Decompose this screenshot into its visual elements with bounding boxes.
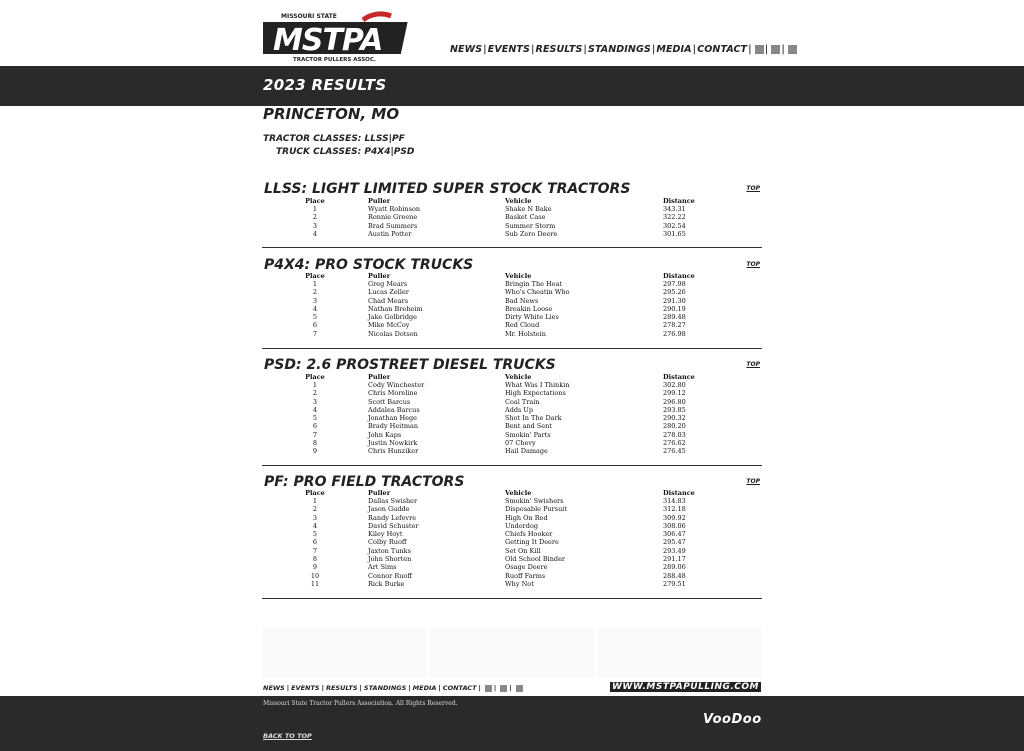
vehicle-cell: Getting It Deere (505, 538, 559, 547)
place-cell: 1 (312, 280, 318, 288)
puller-cell: Brad Summers (368, 221, 418, 230)
distance-cell: 343.31 (663, 205, 686, 213)
page-banner (0, 66, 1024, 106)
mstpa-logo[interactable] (263, 6, 413, 62)
bottom-nav-contact[interactable]: CONTACT (442, 684, 477, 692)
table-row (262, 563, 723, 571)
place-cell: 10 (310, 571, 320, 580)
place-cell: 1 (312, 497, 318, 505)
truck-classes: TRUCK CLASSES: P4X4|PSD (276, 147, 415, 157)
puller-cell: Jaxton Tunks (368, 546, 411, 555)
place-cell: 4 (312, 521, 318, 530)
table-row (262, 313, 723, 321)
place-cell: 2 (312, 288, 318, 297)
vehicle-cell: Bad News (505, 296, 539, 305)
puller-cell: Cody Winchester (368, 381, 425, 389)
place-cell: 4 (312, 405, 318, 414)
col-puller: Puller (368, 197, 391, 205)
table-row (262, 305, 723, 313)
puller-cell: Addalea Barcus (368, 405, 420, 414)
top-link[interactable]: TOP (746, 185, 760, 192)
puller-cell: Jason Gudde (368, 505, 410, 514)
vehicle-cell: Old School Binder (505, 555, 566, 564)
vehicle-cell: Chiefs Hooker (505, 530, 553, 539)
results-section-psd (262, 357, 762, 466)
place-cell: 9 (312, 563, 318, 572)
table-row (262, 280, 723, 288)
table-row (262, 406, 723, 414)
table-row (262, 522, 723, 530)
distance-cell: 314.83 (663, 497, 686, 505)
distance-cell: 302.80 (663, 381, 686, 389)
truck-classes-label: TRUCK CLASSES: (276, 147, 362, 157)
puller-cell: Chris Hunziker (368, 447, 419, 456)
tractor-classes-label: TRACTOR CLASSES: (263, 134, 362, 144)
copyright: Missouri State Tractor Pullers Association. All Rights Reserved. (263, 700, 458, 707)
results-section-p4x4 (262, 257, 762, 349)
place-cell: 1 (312, 381, 318, 389)
table-row (262, 381, 723, 389)
puller-cell: Greg Mears (368, 280, 408, 288)
puller-cell: Scott Barcus (368, 397, 411, 406)
distance-cell: 295.47 (663, 538, 686, 547)
distance-cell: 290.19 (663, 304, 686, 313)
bottom-nav-media[interactable]: MEDIA (412, 684, 437, 692)
place-cell: 11 (310, 579, 320, 588)
results-table (262, 272, 723, 338)
place-cell: 5 (312, 530, 318, 539)
table-row (262, 321, 723, 329)
distance-cell: 278.27 (663, 321, 686, 330)
col-distance: Distance (663, 373, 695, 381)
place-cell: 3 (312, 296, 318, 305)
distance-cell: 291.17 (663, 555, 686, 564)
place-cell: 5 (312, 313, 318, 322)
place-cell: 8 (312, 439, 318, 448)
col-vehicle: Vehicle (505, 197, 532, 205)
puller-cell: Nicolas Dotson (368, 329, 418, 338)
puller-cell: Randy Lefevre (368, 513, 417, 522)
vehicle-cell: Adds Up (505, 405, 534, 414)
place-cell: 7 (312, 329, 318, 338)
distance-cell: 322.22 (663, 213, 686, 222)
distance-cell: 308.06 (663, 521, 686, 530)
puller-cell: Colby Ruoff (368, 538, 407, 547)
puller-cell: Lucas Zeller (368, 288, 409, 297)
distance-cell: 276.45 (663, 447, 686, 456)
distance-cell: 309.92 (663, 513, 686, 522)
place-cell: 3 (312, 221, 318, 230)
vehicle-cell: High On Red (505, 513, 548, 522)
class-link-p4x4[interactable]: P4X4 (364, 147, 391, 157)
distance-cell: 302.54 (663, 221, 686, 230)
instagram-icon[interactable] (755, 45, 764, 54)
vehicle-cell: Summer Storm (505, 221, 556, 230)
place-cell: 9 (312, 447, 318, 456)
table-row (262, 330, 723, 338)
puller-cell: Mike McCoy (368, 321, 410, 330)
nav-standings[interactable]: STANDINGS (588, 44, 651, 55)
bottom-nav: NEWS | EVENTS | RESULTS | STANDINGS | MEDIA | CONTACT | | | (263, 684, 523, 692)
distance-cell: 280.20 (663, 422, 686, 431)
table-row (262, 439, 723, 447)
class-link-psd[interactable]: PSD (393, 147, 415, 157)
place-cell: 2 (312, 505, 318, 514)
puller-cell: Nathan Breheim (368, 304, 423, 313)
top-link[interactable]: TOP (746, 478, 760, 485)
vehicle-cell: 07 Chevy (505, 439, 536, 448)
puller-cell: John Kaps (368, 430, 402, 439)
nav-media[interactable]: MEDIA (656, 44, 692, 55)
table-row (262, 288, 723, 296)
results-table (262, 197, 723, 238)
vehicle-cell: Coal Train (505, 397, 540, 406)
puller-cell: Justin Nowkirk (368, 439, 418, 448)
col-place: Place (305, 272, 325, 280)
table-row (262, 297, 723, 305)
puller-cell: Chad Mears (368, 296, 409, 305)
table-row (262, 580, 723, 588)
class-link-pf[interactable]: PF (391, 134, 405, 144)
vehicle-cell: Shake N Bake (505, 205, 552, 213)
table-row (262, 505, 723, 513)
place-cell: 4 (312, 229, 318, 238)
col-distance: Distance (663, 272, 695, 280)
distance-cell: 293.85 (663, 405, 686, 414)
vehicle-cell: Shot In The Dark (505, 414, 562, 423)
puller-cell: Ronnie Greene (368, 213, 418, 222)
distance-cell: 301.65 (663, 229, 686, 238)
col-puller: Puller (368, 272, 391, 280)
nav-contact[interactable]: CONTACT (697, 44, 748, 55)
table-row (262, 431, 723, 439)
section-title: PSD: 2.6 PROSTREET DIESEL TRUCKS (264, 357, 556, 373)
place-cell: 6 (312, 422, 318, 431)
distance-cell: 290.32 (663, 414, 686, 423)
distance-cell: 297.98 (663, 280, 686, 288)
voodoo-logo[interactable]: VooDoo (703, 712, 762, 727)
puller-cell: Art Sims (368, 563, 397, 572)
distance-cell: 291.30 (663, 296, 686, 305)
puller-cell: Jonathan Hege (368, 414, 418, 423)
vehicle-cell: Red Cloud (505, 321, 540, 330)
col-distance: Distance (663, 197, 695, 205)
distance-cell: 289.06 (663, 563, 686, 572)
distance-cell: 276.62 (663, 439, 686, 448)
place-cell: 2 (312, 213, 318, 222)
facebook-icon[interactable] (771, 45, 780, 54)
table-row (262, 497, 723, 505)
table-row (262, 572, 723, 580)
vehicle-cell: Sub Zero Deere (505, 229, 558, 238)
distance-cell: 278.03 (663, 430, 686, 439)
section-title: LLSS: LIGHT LIMITED SUPER STOCK TRACTORS (264, 181, 631, 197)
vehicle-cell: Basket Case (505, 213, 546, 222)
table-row (262, 414, 723, 422)
vehicle-cell: Underdog (505, 521, 539, 530)
puller-cell: David Schuster (368, 521, 419, 530)
place-cell: 6 (312, 321, 318, 330)
vehicle-cell: Dirty White Lies (505, 313, 559, 322)
tractor-classes: TRACTOR CLASSES: LLSS|PF (263, 134, 405, 144)
youtube-icon[interactable] (788, 45, 797, 54)
footer-placeholder (262, 628, 762, 678)
vehicle-cell: Breakin Loose (505, 304, 553, 313)
distance-cell: 276.98 (663, 329, 686, 338)
vehicle-cell: Set On Kill (505, 546, 541, 555)
distance-cell: 289.48 (663, 313, 686, 322)
class-link-llss[interactable]: LLSS (364, 134, 389, 144)
col-place: Place (305, 489, 325, 497)
table-row (262, 447, 723, 455)
place-cell: 2 (312, 389, 318, 398)
vehicle-cell: Mr. Holstein (505, 329, 546, 338)
logo-bottom-text: TRACTOR PULLERS ASSOC. (293, 57, 376, 62)
vehicle-cell: Bringin The Heat (505, 280, 563, 288)
puller-cell: Connor Ruoff (368, 571, 412, 580)
col-puller: Puller (368, 373, 391, 381)
instagram-icon[interactable] (485, 685, 492, 692)
top-link[interactable]: TOP (746, 361, 760, 368)
results-table (262, 373, 723, 456)
top-nav: NEWS | EVENTS | RESULTS | STANDINGS | MEDIA | CONTACT | | | (450, 44, 797, 55)
site-header (0, 0, 1024, 66)
place-cell: 3 (312, 513, 318, 522)
table-row (262, 213, 723, 221)
bottom-nav-results[interactable]: RESULTS (325, 684, 358, 692)
logo-main-text: MSTPA (273, 23, 383, 58)
distance-cell: 293.49 (663, 546, 686, 555)
place-cell: 8 (312, 555, 318, 564)
vehicle-cell: Bent and Sent (505, 422, 552, 431)
facebook-icon[interactable] (500, 685, 507, 692)
vehicle-cell: Who's Cheatin Who (505, 288, 570, 297)
youtube-icon[interactable] (516, 685, 523, 692)
bottom-nav-events[interactable]: EVENTS (291, 684, 320, 692)
nav-news[interactable]: NEWS (450, 44, 483, 55)
vehicle-cell: Smokin' Parts (505, 430, 551, 439)
bottom-nav-news[interactable]: NEWS (263, 684, 285, 692)
place-cell: 7 (312, 546, 318, 555)
vehicle-cell: Hail Damage (505, 447, 548, 456)
col-vehicle: Vehicle (505, 489, 532, 497)
distance-cell: 288.48 (663, 571, 686, 580)
vehicle-cell: Smokin' Swishers (505, 497, 564, 505)
vehicle-cell: Ruoff Farms (505, 571, 546, 580)
distance-cell: 279.51 (663, 579, 686, 588)
top-link[interactable]: TOP (746, 261, 760, 268)
distance-cell: 295.26 (663, 288, 686, 297)
table-row (262, 222, 723, 230)
table-row (262, 555, 723, 563)
col-place: Place (305, 197, 325, 205)
place-cell: 6 (312, 538, 318, 547)
puller-cell: Jake Golbridge (368, 313, 418, 322)
vehicle-cell: High Expectations (505, 389, 566, 398)
place-cell: 5 (312, 414, 318, 423)
logo-top-text: MISSOURI STATE (281, 13, 337, 20)
section-title: P4X4: PRO STOCK TRUCKS (264, 257, 474, 273)
col-vehicle: Vehicle (505, 272, 532, 280)
vehicle-cell: What Was I Thinkin (505, 381, 570, 389)
table-row (262, 230, 723, 238)
puller-cell: Brady Heitman (368, 422, 419, 431)
distance-cell: 296.80 (663, 397, 686, 406)
puller-cell: Austin Potter (368, 229, 412, 238)
puller-cell: Dallas Swisher (368, 497, 418, 505)
distance-cell: 299.12 (663, 389, 686, 398)
distance-cell: 312.18 (663, 505, 686, 514)
table-row (262, 398, 723, 406)
site-footer (0, 696, 1024, 751)
table-row (262, 205, 723, 213)
table-row (262, 530, 723, 538)
table-row (262, 514, 723, 522)
results-section-pf (262, 474, 762, 599)
place-cell: 1 (312, 205, 318, 213)
place-cell: 3 (312, 397, 318, 406)
puller-cell: Rick Burke (368, 579, 405, 588)
nav-events[interactable]: EVENTS (487, 44, 530, 55)
bottom-nav-standings[interactable]: STANDINGS (363, 684, 407, 692)
col-distance: Distance (663, 489, 695, 497)
puller-cell: Wyatt Robinson (368, 205, 421, 213)
event-location: PRINCETON, MO (263, 105, 400, 123)
vehicle-cell: Why Not (505, 579, 534, 588)
page-title: 2023 RESULTS (263, 76, 387, 94)
vehicle-cell: Disposable Pursuit (505, 505, 567, 514)
section-title: PF: PRO FIELD TRACTORS (264, 474, 465, 490)
table-row (262, 389, 723, 397)
place-cell: 4 (312, 304, 318, 313)
col-place: Place (305, 373, 325, 381)
vehicle-cell: Osage Deere (505, 563, 548, 572)
nav-results[interactable]: RESULTS (535, 44, 583, 55)
table-row (262, 422, 723, 430)
place-cell: 7 (312, 430, 318, 439)
results-section-llss (262, 181, 762, 248)
table-row (262, 538, 723, 546)
col-vehicle: Vehicle (505, 373, 532, 381)
puller-cell: Chris Moreline (368, 389, 418, 398)
puller-cell: John Shorten (368, 555, 412, 564)
site-url[interactable]: WWW.MSTPAPULLING.COM (611, 682, 759, 692)
col-puller: Puller (368, 489, 391, 497)
distance-cell: 306.47 (663, 530, 686, 539)
results-table (262, 489, 723, 588)
back-to-top-link[interactable]: BACK TO TOP (263, 732, 312, 740)
puller-cell: Kiley Hoyt (368, 530, 403, 539)
table-row (262, 547, 723, 555)
